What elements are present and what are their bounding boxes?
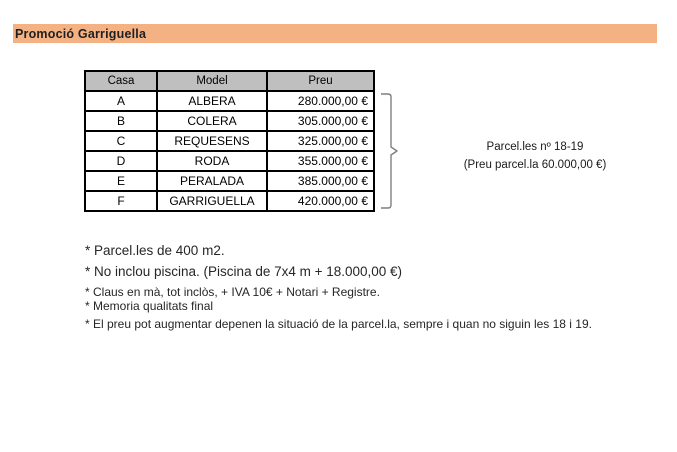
casa-cell: C xyxy=(85,131,157,151)
note-parcel-size: * Parcel.les de 400 m2. xyxy=(85,243,225,258)
column-header-preu: Preu xyxy=(267,71,374,91)
casa-cell: E xyxy=(85,171,157,191)
curly-brace-icon xyxy=(380,92,400,211)
table-header-row xyxy=(85,71,374,91)
note-preu-augmentar: * El preu pot augmentar depenen la situació de la parcel.la, sempre i quan no siguin les 18 i 19. xyxy=(85,317,592,331)
casa-cell: B xyxy=(85,111,157,131)
model-cell: REQUESENS xyxy=(157,131,267,151)
note-claus-en-ma: * Claus en mà, tot inclòs, + IVA 10€ + Notari + Registre. xyxy=(85,285,380,299)
table-row xyxy=(85,171,374,191)
preu-cell: 305.000,00 € xyxy=(267,111,374,131)
table-row xyxy=(85,91,374,111)
model-cell: RODA xyxy=(157,151,267,171)
price-table xyxy=(84,70,375,212)
table-row xyxy=(85,151,374,171)
note-memoria: * Memoria qualitats final xyxy=(85,299,214,313)
page-title: Promoció Garriguella xyxy=(15,26,147,41)
model-cell: GARRIGUELLA xyxy=(157,191,267,211)
model-cell: ALBERA xyxy=(157,91,267,111)
casa-cell: A xyxy=(85,91,157,111)
parcel-annotation xyxy=(442,138,628,174)
table-row xyxy=(85,111,374,131)
model-cell: PERALADA xyxy=(157,171,267,191)
parcel-annotation-line1: Parcel.les nº 18-19 xyxy=(486,141,584,153)
title-banner xyxy=(13,24,657,43)
casa-cell: F xyxy=(85,191,157,211)
parcel-annotation-line2: (Preu parcel.la 60.000,00 €) xyxy=(463,159,607,171)
table-row xyxy=(85,131,374,151)
preu-cell: 325.000,00 € xyxy=(267,131,374,151)
brace-right-shape xyxy=(380,92,400,211)
preu-cell: 420.000,00 € xyxy=(267,191,374,211)
preu-cell: 355.000,00 € xyxy=(267,151,374,171)
model-cell: COLERA xyxy=(157,111,267,131)
preu-cell: 280.000,00 € xyxy=(267,91,374,111)
note-piscina: * No inclou piscina. (Piscina de 7x4 m + 18.000,00 €) xyxy=(85,264,403,279)
column-header-casa: Casa xyxy=(85,71,157,91)
casa-cell: D xyxy=(85,151,157,171)
preu-cell: 385.000,00 € xyxy=(267,171,374,191)
table-row xyxy=(85,191,374,211)
column-header-model: Model xyxy=(157,71,267,91)
